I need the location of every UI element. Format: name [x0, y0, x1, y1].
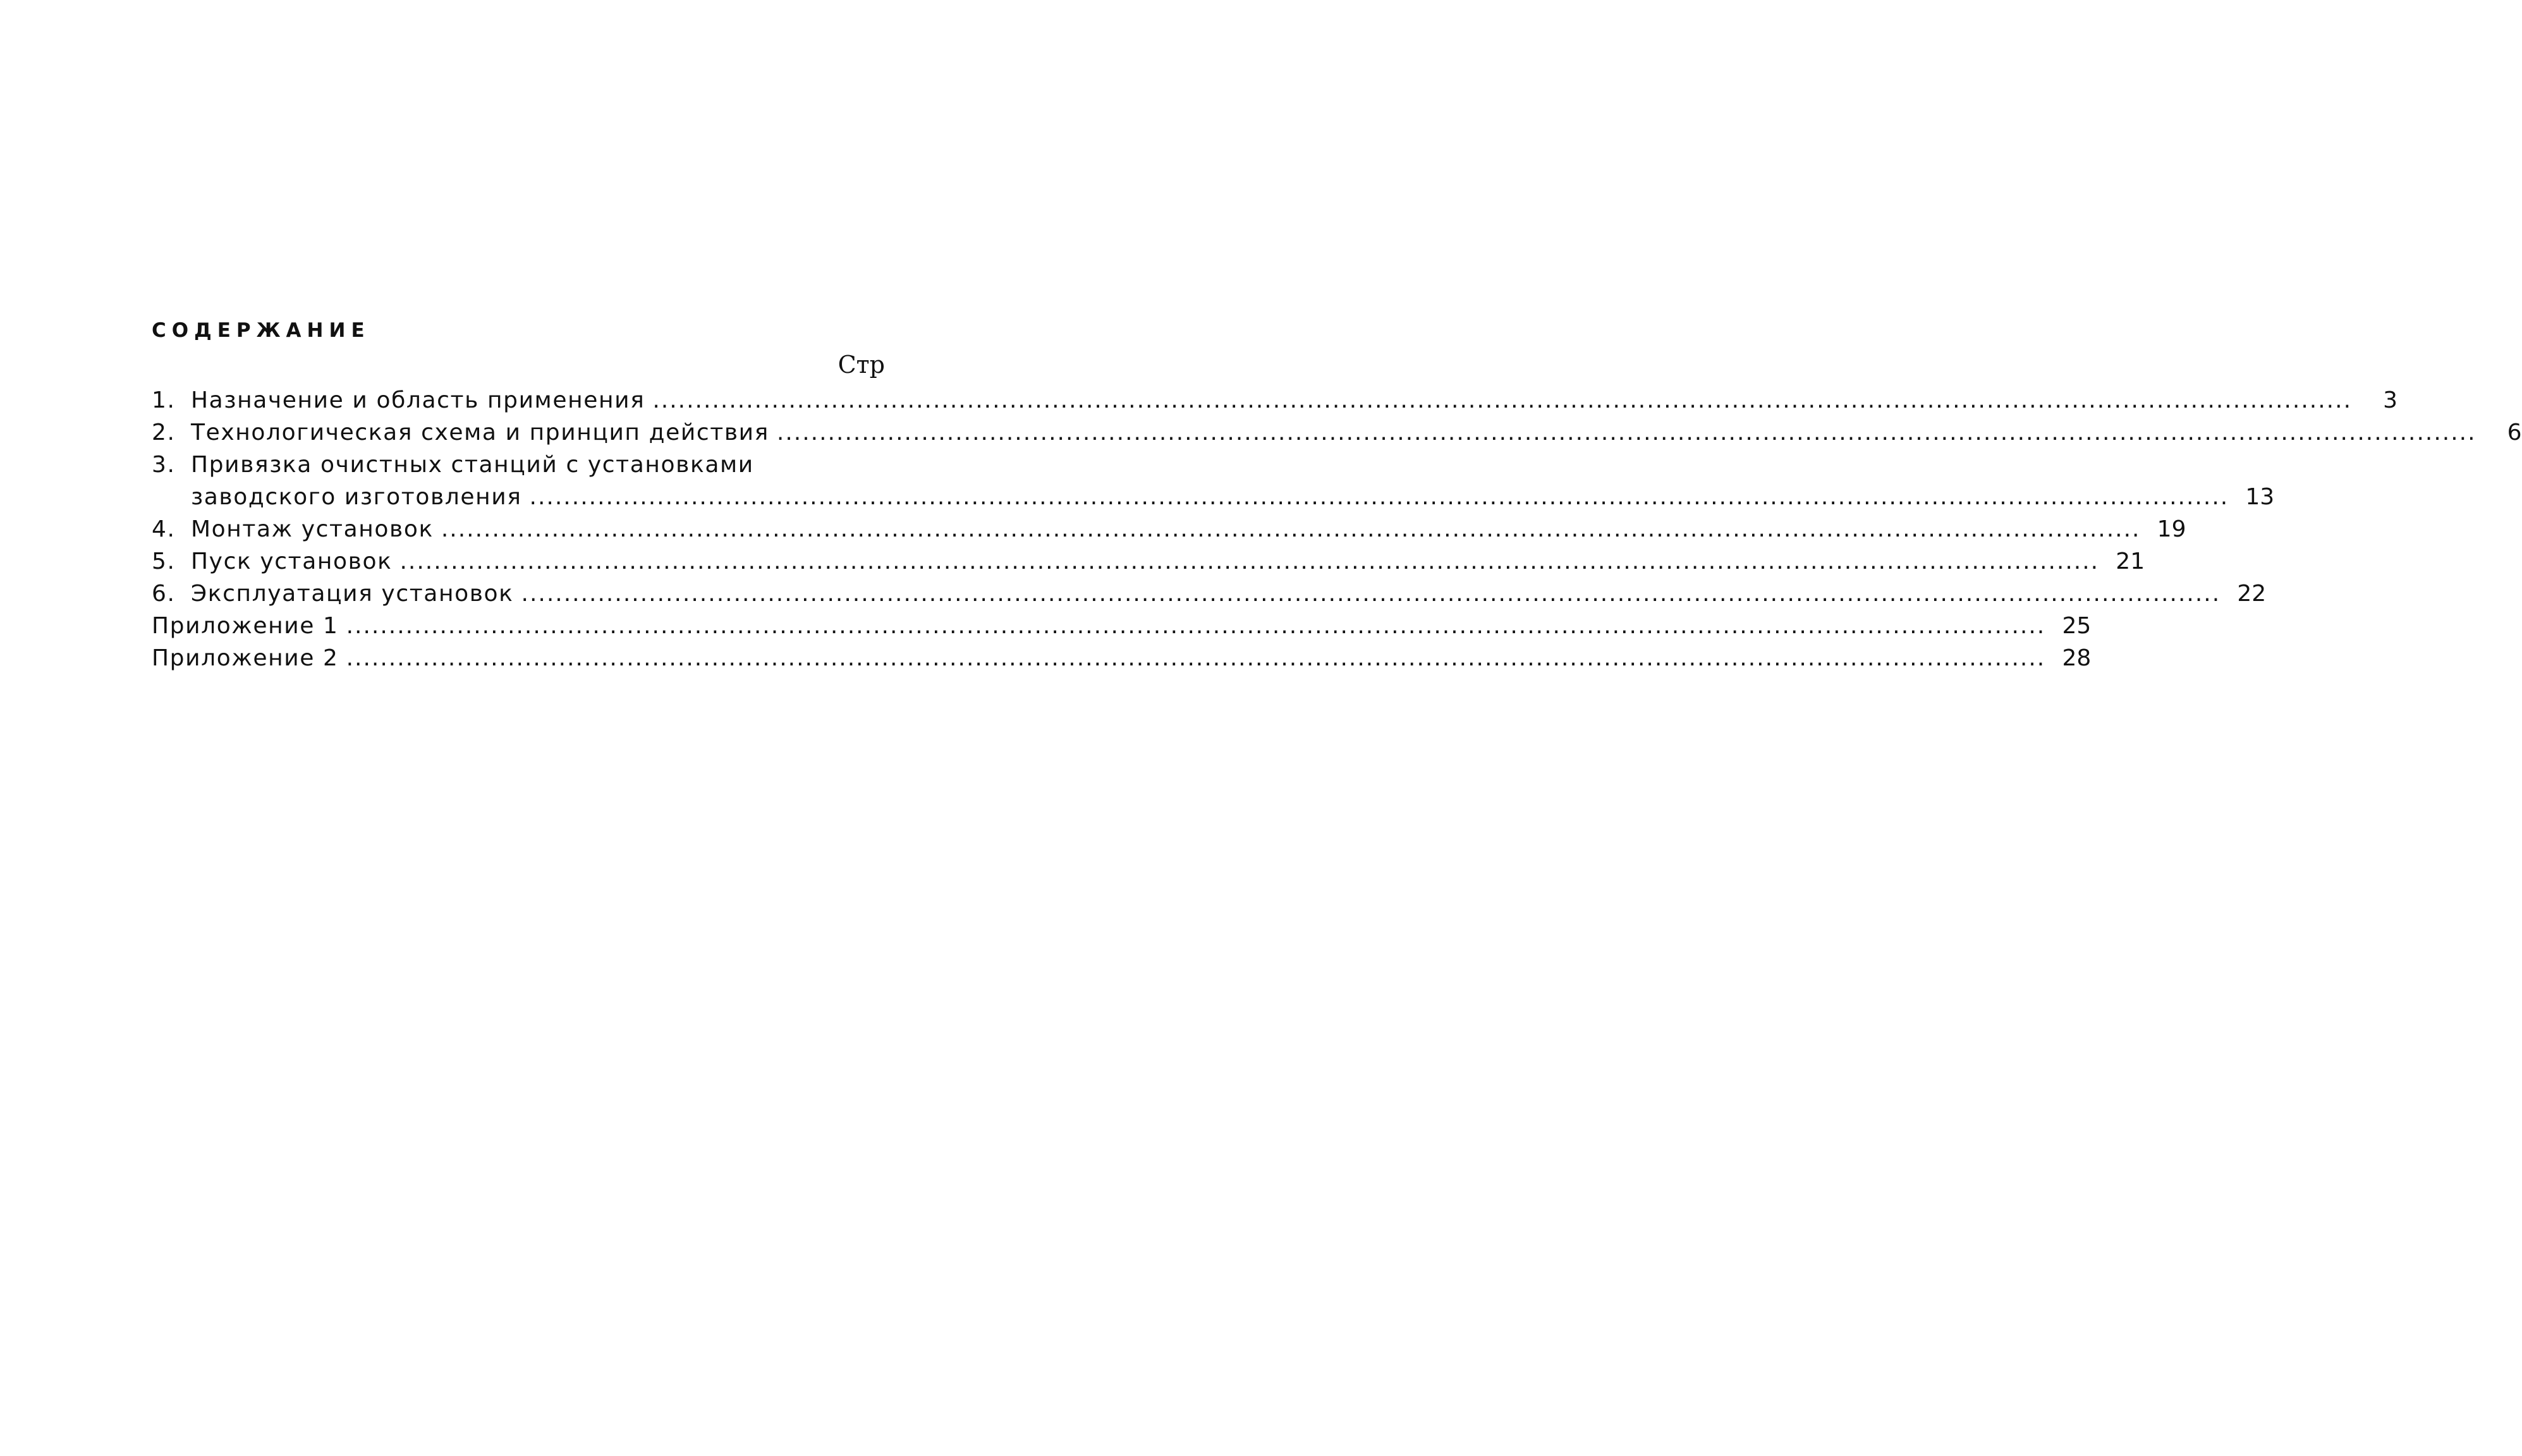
- toc-entry-3-continuation: [152, 481, 2275, 513]
- toc-entry-text: Привязка очистных станций с установками: [191, 452, 754, 478]
- toc-entry-number: 5.: [152, 549, 176, 574]
- toc-entry-text: Пуск установок: [191, 549, 393, 574]
- toc-entry-number: 3.: [152, 452, 176, 478]
- table-of-contents: [152, 315, 2522, 674]
- toc-entry-page: 19: [2157, 516, 2186, 542]
- toc-entry-page: 3: [2383, 387, 2398, 413]
- toc-entry-page: 21: [2116, 549, 2145, 574]
- dot-leader: ........................................................................................................................................................................................................: [529, 484, 2229, 510]
- toc-entry-1: [152, 384, 2398, 416]
- toc-entry-page: 13: [2245, 484, 2275, 510]
- contents-title: СОДЕРЖАНИЕ: [152, 319, 370, 342]
- toc-entry-number: 1.: [152, 387, 176, 413]
- dot-leader: ........................................................................................................................................................................................................: [521, 581, 2221, 607]
- toc-entry-number: 4.: [152, 516, 176, 542]
- dot-leader: ........................................................................................................................................................................................................: [346, 645, 2046, 671]
- toc-entry-text: Приложение 1: [152, 613, 339, 639]
- toc-entry-page: 6: [2507, 420, 2522, 446]
- toc-entry-appendix-2: [152, 642, 2092, 674]
- page-column-label: Стр: [838, 351, 885, 379]
- toc-entry-text: Назначение и область применения: [191, 387, 645, 413]
- toc-entry-number: 6.: [152, 581, 176, 607]
- toc-entry-number: 2.: [152, 420, 176, 446]
- toc-entry-6: [152, 578, 2267, 610]
- dot-leader: ........................................................................................................................................................................................................: [776, 420, 2476, 446]
- toc-entry-5: [152, 545, 2145, 578]
- dot-leader: ........................................................................................................................................................................................................: [652, 387, 2353, 413]
- dot-leader: ........................................................................................................................................................................................................: [346, 613, 2046, 639]
- toc-entry-page: 28: [2062, 645, 2092, 671]
- toc-entry-text: Приложение 2: [152, 645, 339, 671]
- toc-entry-appendix-1: [152, 610, 2092, 642]
- toc-entry-2: [152, 416, 2522, 449]
- toc-list: [152, 384, 2522, 674]
- toc-entry-text: Технологическая схема и принцип действия: [191, 420, 769, 446]
- toc-entry-text: Эксплуатация установок: [191, 581, 514, 607]
- toc-entry-4: [152, 513, 2186, 545]
- dot-leader: ........................................................................................................................................................................................................: [441, 516, 2141, 542]
- toc-entry-text: Монтаж установок: [191, 516, 434, 542]
- toc-entry-page: 22: [2237, 581, 2267, 607]
- toc-entry-text: заводского изготовления: [191, 484, 522, 510]
- toc-entry-3: [152, 449, 866, 481]
- dot-leader: ........................................................................................................................................................................................................: [399, 549, 2100, 574]
- toc-entry-page: 25: [2062, 613, 2092, 639]
